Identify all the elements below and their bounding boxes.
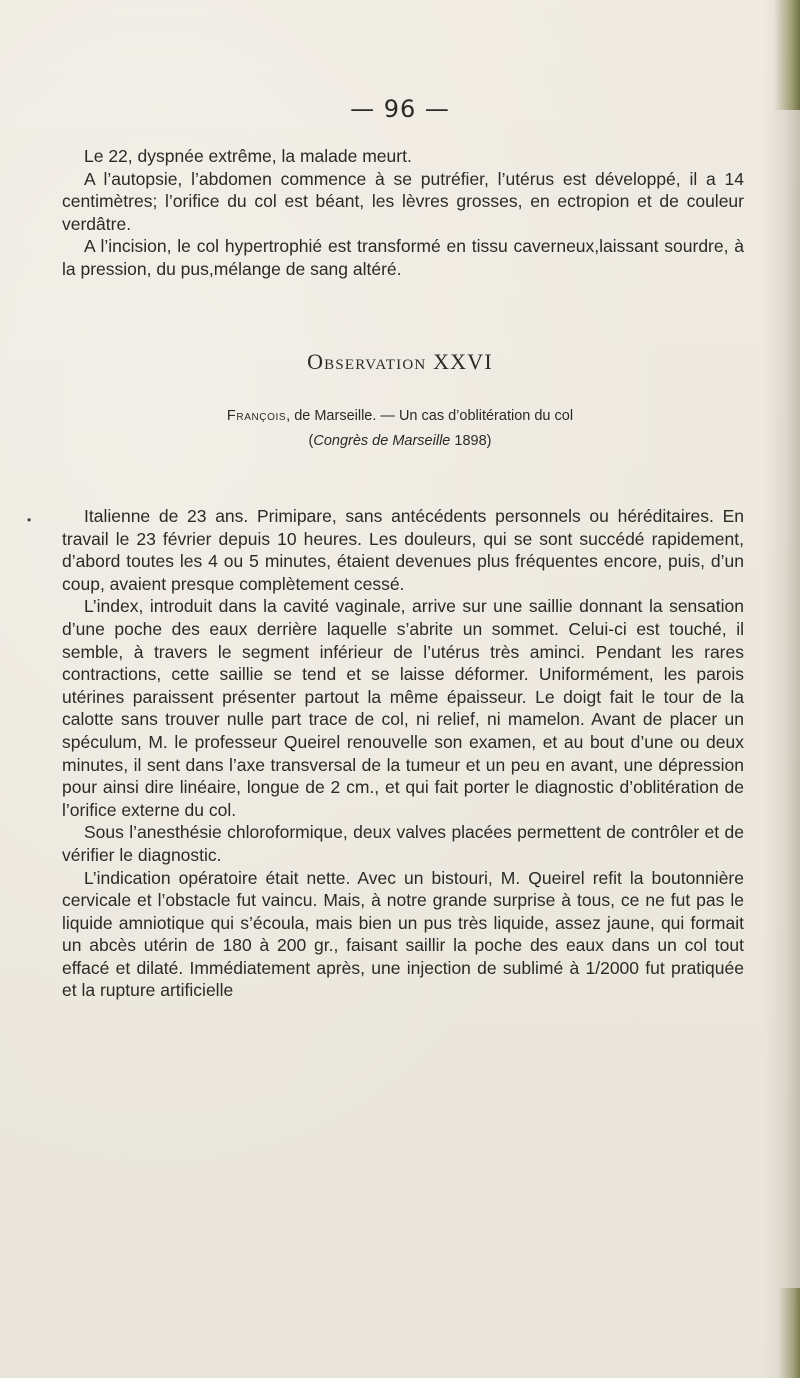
paragraph: A l’incision, le col hypertrophié est transformé en tissu caverneux,laissant sourdre, à la pression, du pus,mélange de sang altéré. xyxy=(62,236,744,279)
intro-text xyxy=(62,145,744,281)
paper-stain-top xyxy=(774,0,800,110)
paragraph: A l’autopsie, l’abdomen commence à se putréfier, l’utérus est développé, il a 14 centimètres; l’orifice du col est béant, les lèvres grosses, en ectropion et de couleur verdâtre. xyxy=(62,168,744,234)
observation-title: Observation XXVI xyxy=(307,349,493,374)
observation-body xyxy=(62,505,744,1002)
paragraph: Le 22, dyspnée extrême, la malade meurt. xyxy=(84,146,412,166)
margin-bullet: • xyxy=(27,513,32,527)
paper-stain-bottom xyxy=(778,1288,800,1378)
paragraph: L’index, introduit dans la cavité vaginale, arrive sur une saillie donnant la sensation d’une poche des eaux derrière laquelle s’abrite un sommet. Celui-ci est touché, il semble, à travers le segment inférieur de l’utérus très aminci. Pendant les rares contractions, cette saillie se tend et se laisse déformer. Uniformément, les parois utérines paraissent présenter partout la même épaisseur. Le doigt fait le tour de la calotte sans trouver nulle part trace de col, ni relief, ni mamelon. Avant de placer un spéculum, M. le professeur Queirel renouvelle son examen, et au bout d’une ou deux minutes, il sent dans l’axe transversal de la tumeur et un peu en avant, une dépression pour ainsi dire linéaire, longue de 2 cm., et qui fait porter le diagnostic d’oblitération de l’orifice externe du col. xyxy=(62,596,744,820)
congress-name: Congrès de Marseille xyxy=(313,433,451,449)
source-text: , de Marseille. — Un cas d’oblitération du col xyxy=(286,408,574,424)
congress-reference: (Congrès de Marseille 1898) xyxy=(308,433,492,449)
page-number: — 96 — xyxy=(350,95,450,123)
author-name: François xyxy=(226,408,287,424)
page-edge-shadow xyxy=(764,0,800,1378)
paragraph: Italienne de 23 ans. Primipare, sans antécédents personnels ou héréditaires. En travail le 23 février depuis 10 heures. Les douleurs, qui se sont succédé rapidement, d’abord toutes les 4 ou 5 minutes, étaient devenues plus fréquentes encore, puis, d’un coup, avaient presque complètement cessé. xyxy=(62,506,744,594)
observation-source-line xyxy=(0,404,800,429)
congress-year: 1898 xyxy=(454,433,487,449)
paragraph: L’indication opératoire était nette. Avec un bistouri, M. Queirel refit la boutonnière cervicale et l’obstacle fut vaincu. Mais, à notre grande surprise à tous, ce ne fut pas le liquide amniotique qui s’écoula, mais bien un pus très liquide, assez jaune, qui formait un abcès utérin de 180 à 200 gr., faisant saillir la poche des eaux dans un col tout effacé et dilaté. Immédiatement après, une injection de sublimé à 1/2000 fut pratiquée et la rupture artificielle xyxy=(62,867,744,1001)
paragraph: Sous l’anesthésie chloroformique, deux valves placées permettent de contrôler et de vérifier le diagnostic. xyxy=(62,822,744,865)
observation-source xyxy=(0,404,800,454)
